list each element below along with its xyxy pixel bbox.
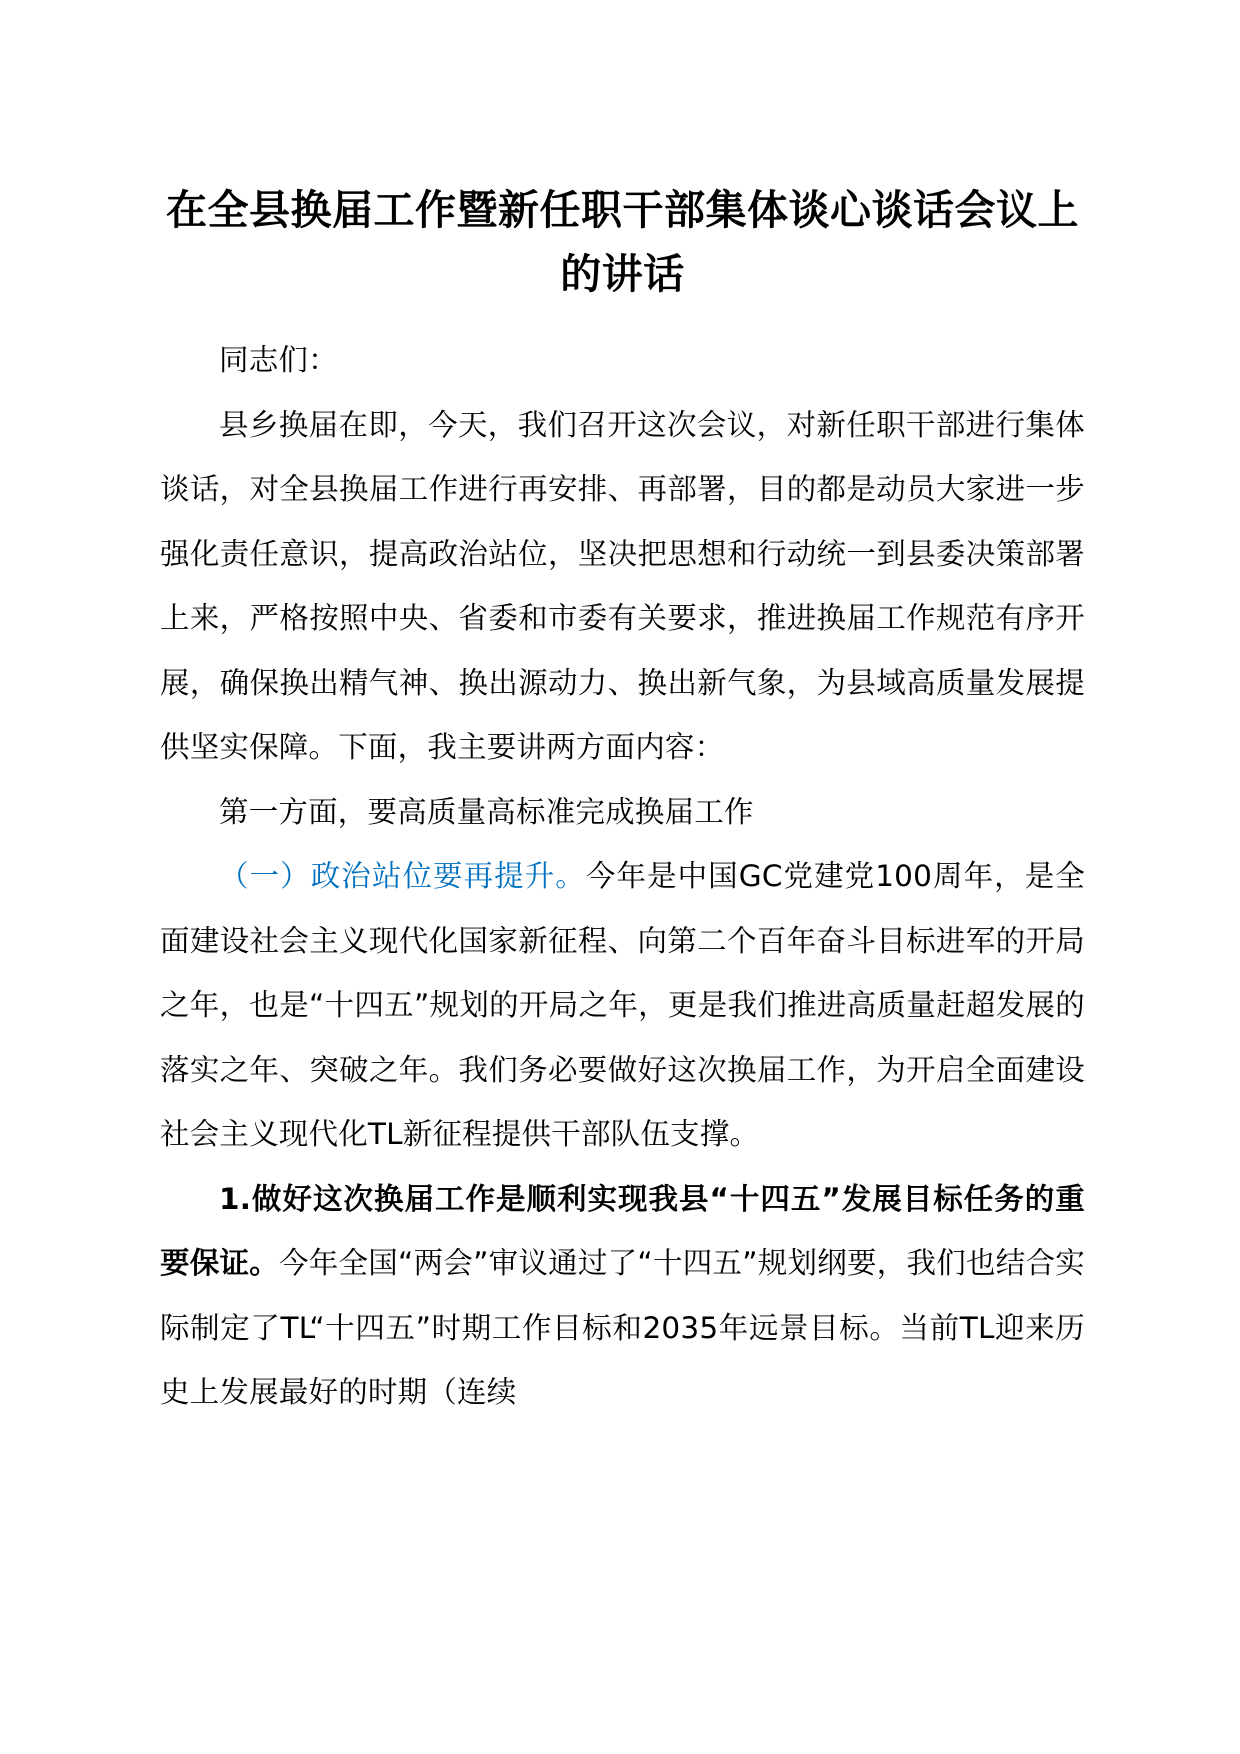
point-paragraph xyxy=(160,1167,1085,1425)
point-heading: 1.做好这次换届工作是顺利实现我县“十四五”发展目标任务的重要保证。 xyxy=(160,1181,1085,1280)
subsection-body: 今年是中国GC党建党100周年，是全面建设社会主义现代化国家新征程、向第二个百年奋斗目标进军的开局之年，也是“十四五”规划的开局之年，更是我们推进高质量赶超发展的落实之年、突破之年。我们务必要做好这次换届工作，为开启全面建设社会主义现代化TL新征程提供干部队伍支撑。 xyxy=(160,859,1085,1151)
document-page xyxy=(160,178,1085,1425)
document-title: 在全县换届工作暨新任职干部集体谈心谈话会议上的讲话 xyxy=(166,186,1079,298)
section-heading: 第一方面，要高质量高标准完成换届工作 xyxy=(219,794,754,829)
point-body: 今年全国“两会”审议通过了“十四五”规划纲要，我们也结合实际制定了TL“十四五”时期工作目标和2035年远景目标。当前TL迎来历史上发展最好的时期（连续 xyxy=(160,1246,1085,1409)
intro-paragraph: 县乡换届在即，今天，我们召开这次会议，对新任职干部进行集体谈话，对全县换届工作进行再安排、再部署，目的都是动员大家进一步强化责任意识，提高政治站位，坚决把思想和行动统一到县委决策部署上来，严格按照中央、省委和市委有关要求，推进换届工作规范有序开展，确保换出精气神、换出源动力、换出新气象，为县域高质量发展提供坚实保障。下面，我主要讲两方面内容： xyxy=(160,407,1085,764)
subsection-heading: （一）政治站位要再提升。 xyxy=(219,859,586,893)
salutation: 同志们： xyxy=(219,343,338,377)
subsection-paragraph xyxy=(160,844,1085,1167)
